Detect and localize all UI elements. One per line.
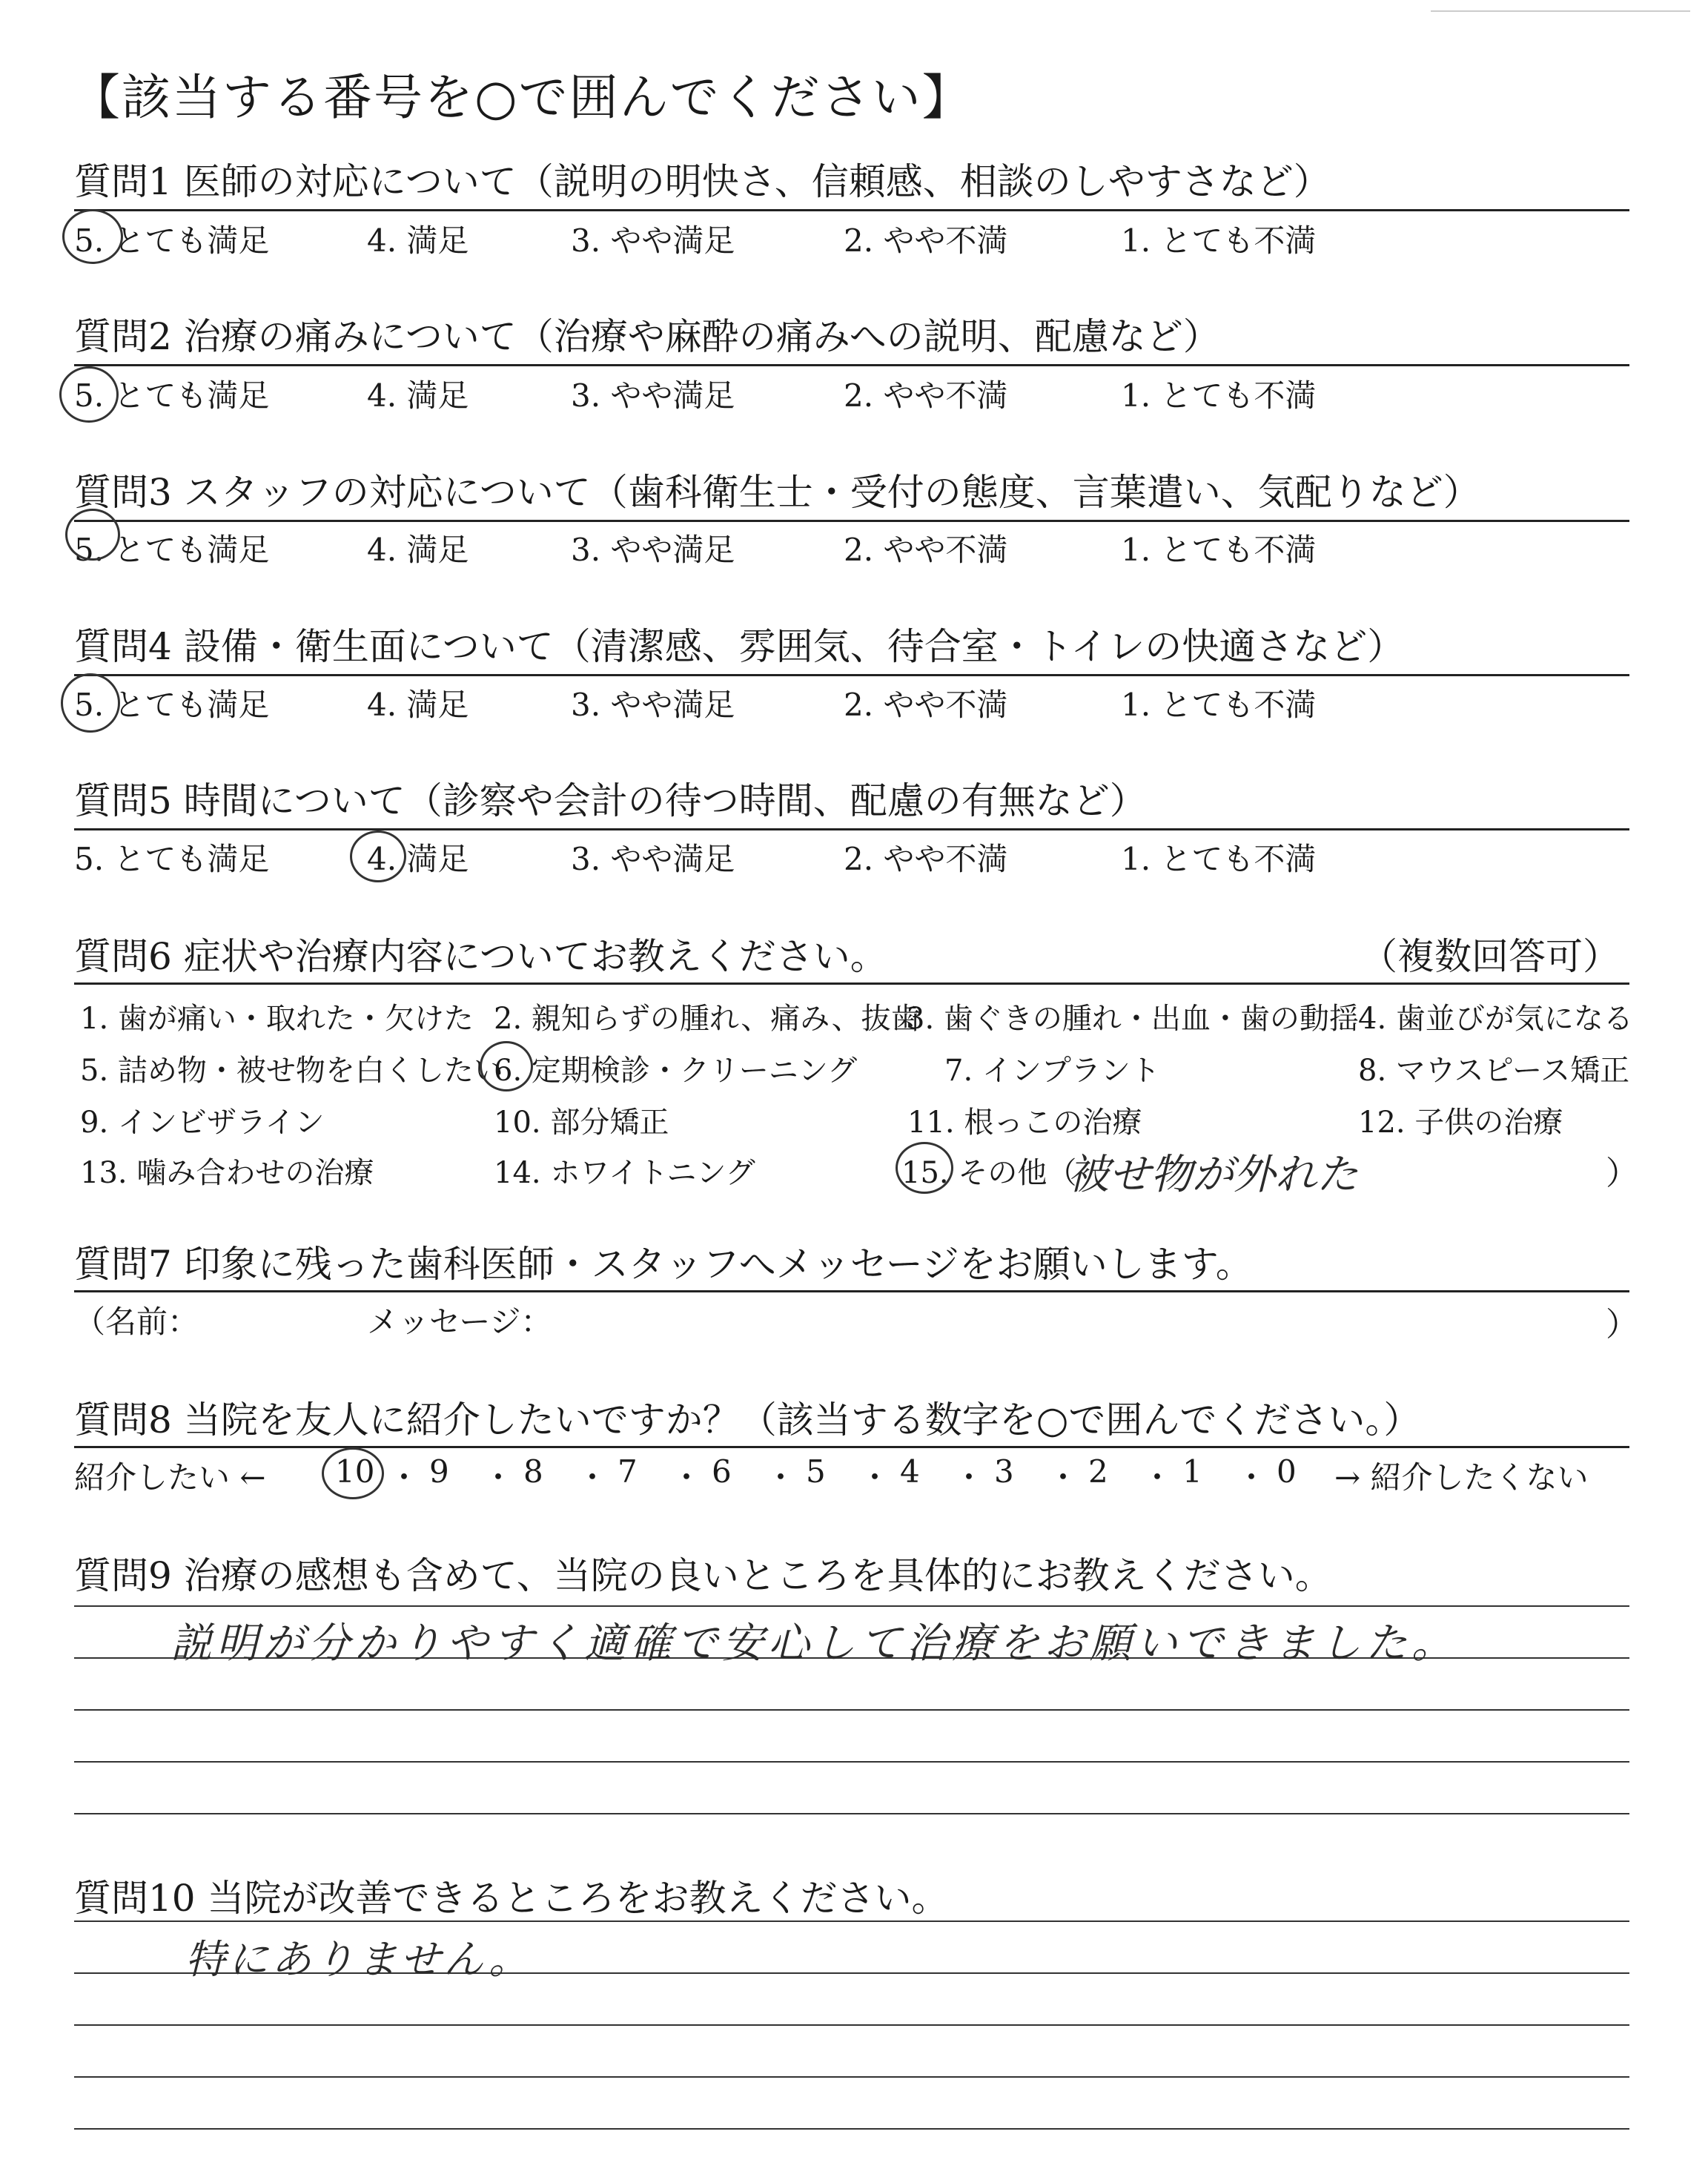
q2-selection-circle xyxy=(59,366,119,423)
q8-scale-separator: ・ xyxy=(859,1459,891,1496)
q8-scale-value-9[interactable]: 9 xyxy=(429,1453,449,1490)
q8-scale-separator: ・ xyxy=(765,1459,797,1496)
q1-option-1[interactable]: 1. とても不満 xyxy=(1121,222,1317,259)
q6-item-11[interactable]: 11. 根っこの治療 xyxy=(907,1106,1142,1140)
question-6-note: （複数回答可） xyxy=(1360,935,1620,978)
q8-left-label: 紹介したい ← xyxy=(74,1459,266,1496)
q6-item-10[interactable]: 10. 部分矯正 xyxy=(494,1106,669,1140)
q5-option-2[interactable]: 2. やや不満 xyxy=(844,841,1008,877)
q8-scale-value-1[interactable]: 1 xyxy=(1182,1453,1202,1490)
q6-item-14[interactable]: 14. ホワイトニング xyxy=(494,1156,755,1190)
q8-scale-separator: ・ xyxy=(671,1459,703,1496)
q1-option-3[interactable]: 3. やや満足 xyxy=(571,222,735,259)
question-2-heading: 質問2 治療の痛みについて（治療や麻酔の痛みへの説明、配慮など） xyxy=(74,315,1220,358)
q9-handwritten-answer: 説明が分かりやすく適確で安心して治療をお願いできました。 xyxy=(171,1619,1457,1668)
question-4-heading: 質問4 設備・衛生面について（清潔感、雰囲気、待合室・トイレの快適さなど） xyxy=(74,625,1405,668)
q3-option-5[interactable]: 5. とても満足 xyxy=(74,532,270,568)
q6-item-5[interactable]: 5. 詰め物・被せ物を白くしたい xyxy=(80,1054,503,1088)
question-5-heading: 質問5 時間について（診察や会計の待つ時間、配慮の有無など） xyxy=(74,779,1147,822)
q7-close-paren: ） xyxy=(1606,1306,1638,1344)
q2-option-5[interactable]: 5. とても満足 xyxy=(74,377,270,414)
question-9-heading: 質問9 治療の感想も含めて、当院の良いところを具体的にお教えください。 xyxy=(74,1554,1332,1597)
question-3-heading: 質問3 スタッフの対応について（歯科衛生士・受付の態度、言葉遣い、気配りなど） xyxy=(74,471,1480,514)
q6-item-12[interactable]: 12. 子供の治療 xyxy=(1358,1106,1563,1140)
q5-option-4[interactable]: 4. 満足 xyxy=(367,841,469,877)
q6-item-13[interactable]: 13. 噛み合わせの治療 xyxy=(80,1156,374,1190)
question-6-rule xyxy=(74,982,1629,985)
q1-option-2[interactable]: 2. やや不満 xyxy=(844,222,1008,259)
q8-scale-value-3[interactable]: 3 xyxy=(994,1453,1014,1490)
question-4-rule xyxy=(74,674,1629,676)
q3-selection-circle xyxy=(65,509,120,561)
q9-line-4 xyxy=(74,1761,1629,1763)
q6-item-3[interactable]: 3. 歯ぐきの腫れ・出血・歯の動揺 xyxy=(906,1002,1359,1036)
q2-option-2[interactable]: 2. やや不満 xyxy=(844,377,1008,414)
q4-option-2[interactable]: 2. やや不満 xyxy=(844,687,1008,723)
question-5-rule xyxy=(74,828,1629,830)
q7-message-label: メッセージ： xyxy=(367,1304,552,1340)
q8-right-label: → 紹介したくない xyxy=(1334,1459,1589,1496)
q5-option-3[interactable]: 3. やや満足 xyxy=(571,841,735,877)
question-10-heading: 質問10 当院が改善できるところをお教えください。 xyxy=(74,1877,949,1920)
q6-item-1[interactable]: 1. 歯が痛い・取れた・欠けた xyxy=(80,1002,474,1036)
q6-item-4[interactable]: 4. 歯並びが気になる xyxy=(1358,1002,1633,1036)
q10-line-5 xyxy=(74,2128,1629,2130)
q9-line-3 xyxy=(74,1709,1629,1711)
q8-scale-separator: ・ xyxy=(1047,1459,1079,1496)
q8-scale-separator: ・ xyxy=(577,1459,609,1496)
q5-option-5[interactable]: 5. とても満足 xyxy=(74,841,270,877)
q9-line-5 xyxy=(74,1813,1629,1814)
q8-scale-value-10[interactable]: 10 xyxy=(335,1453,375,1490)
q2-option-3[interactable]: 3. やや満足 xyxy=(571,377,735,414)
q8-scale-value-2[interactable]: 2 xyxy=(1088,1453,1108,1490)
scan-edge-line xyxy=(1431,10,1690,12)
q3-option-1[interactable]: 1. とても不満 xyxy=(1121,532,1317,568)
q4-selection-circle xyxy=(61,673,120,733)
q6-item-9[interactable]: 9. インビザライン xyxy=(80,1106,325,1140)
q6-other-handwritten: 被せ物が外れた xyxy=(1068,1151,1358,1199)
q4-option-1[interactable]: 1. とても不満 xyxy=(1121,687,1317,723)
q6-item-8[interactable]: 8. マウスピース矯正 xyxy=(1358,1054,1630,1088)
q1-option-5[interactable]: 5. とても満足 xyxy=(74,222,270,259)
q8-scale-value-7[interactable]: 7 xyxy=(618,1453,638,1490)
question-3-rule xyxy=(74,520,1629,522)
q10-line-3 xyxy=(74,2024,1629,2026)
question-7-heading: 質問7 印象に残った歯科医師・スタッフへメッセージをお願いします。 xyxy=(74,1243,1253,1286)
q6-close-paren: ） xyxy=(1606,1155,1638,1192)
q3-option-2[interactable]: 2. やや不満 xyxy=(844,532,1008,568)
q6-item-15[interactable]: 15. その他（ xyxy=(901,1156,1077,1190)
q8-scale-separator: ・ xyxy=(953,1459,985,1496)
q4-option-3[interactable]: 3. やや満足 xyxy=(571,687,735,723)
q8-scale-value-5[interactable]: 5 xyxy=(806,1453,826,1490)
q1-selection-circle xyxy=(62,209,123,264)
q10-handwritten-answer: 特にありません。 xyxy=(185,1936,532,1983)
q8-scale-separator: ・ xyxy=(1142,1459,1174,1496)
q3-option-3[interactable]: 3. やや満足 xyxy=(571,532,735,568)
q8-scale-separator: ・ xyxy=(388,1459,420,1496)
q2-option-1[interactable]: 1. とても不満 xyxy=(1121,377,1317,414)
q8-scale-value-4[interactable]: 4 xyxy=(900,1453,920,1490)
q8-scale-value-0[interactable]: 0 xyxy=(1277,1453,1297,1490)
q8-scale-separator: ・ xyxy=(483,1459,514,1496)
q6-item-6[interactable]: 6. 定期検診・クリーニング xyxy=(494,1054,858,1088)
q4-option-5[interactable]: 5. とても満足 xyxy=(74,687,270,723)
q3-option-4[interactable]: 4. 満足 xyxy=(367,532,469,568)
q8-selection-circle xyxy=(322,1447,384,1499)
q9-line-1 xyxy=(74,1605,1629,1607)
page-title: 【該当する番号を○で囲んでください】 xyxy=(71,69,973,126)
q8-scale-value-8[interactable]: 8 xyxy=(523,1453,543,1490)
question-6-heading: 質問6 症状や治療内容についてお教えください。 xyxy=(74,935,887,978)
q6-selection-circle-6 xyxy=(480,1041,533,1091)
q1-option-4[interactable]: 4. 満足 xyxy=(367,222,469,259)
q6-item-7[interactable]: 7. インプラント xyxy=(944,1054,1160,1088)
q8-scale-value-6[interactable]: 6 xyxy=(712,1453,732,1490)
question-7-rule xyxy=(74,1290,1629,1292)
q5-selection-circle xyxy=(350,830,406,882)
q5-option-1[interactable]: 1. とても不満 xyxy=(1121,841,1317,877)
question-1-rule xyxy=(74,209,1629,211)
q6-selection-circle-15 xyxy=(896,1142,953,1194)
q6-item-2[interactable]: 2. 親知らずの腫れ、痛み、抜歯 xyxy=(494,1002,921,1036)
question-8-heading: 質問8 当院を友人に紹介したいですか？（該当する数字を○で囲んでください。） xyxy=(74,1398,1421,1441)
question-2-rule xyxy=(74,364,1629,366)
question-1-heading: 質問1 医師の対応について（説明の明快さ、信頼感、相談のしやすさなど） xyxy=(74,160,1331,203)
q10-line-1 xyxy=(74,1920,1629,1922)
question-8-rule xyxy=(74,1446,1629,1448)
q8-scale-separator: ・ xyxy=(1236,1459,1268,1496)
q7-name-label: （名前： xyxy=(74,1304,199,1340)
q4-option-4[interactable]: 4. 満足 xyxy=(367,687,469,723)
q10-line-4 xyxy=(74,2076,1629,2078)
q2-option-4[interactable]: 4. 満足 xyxy=(367,377,469,414)
